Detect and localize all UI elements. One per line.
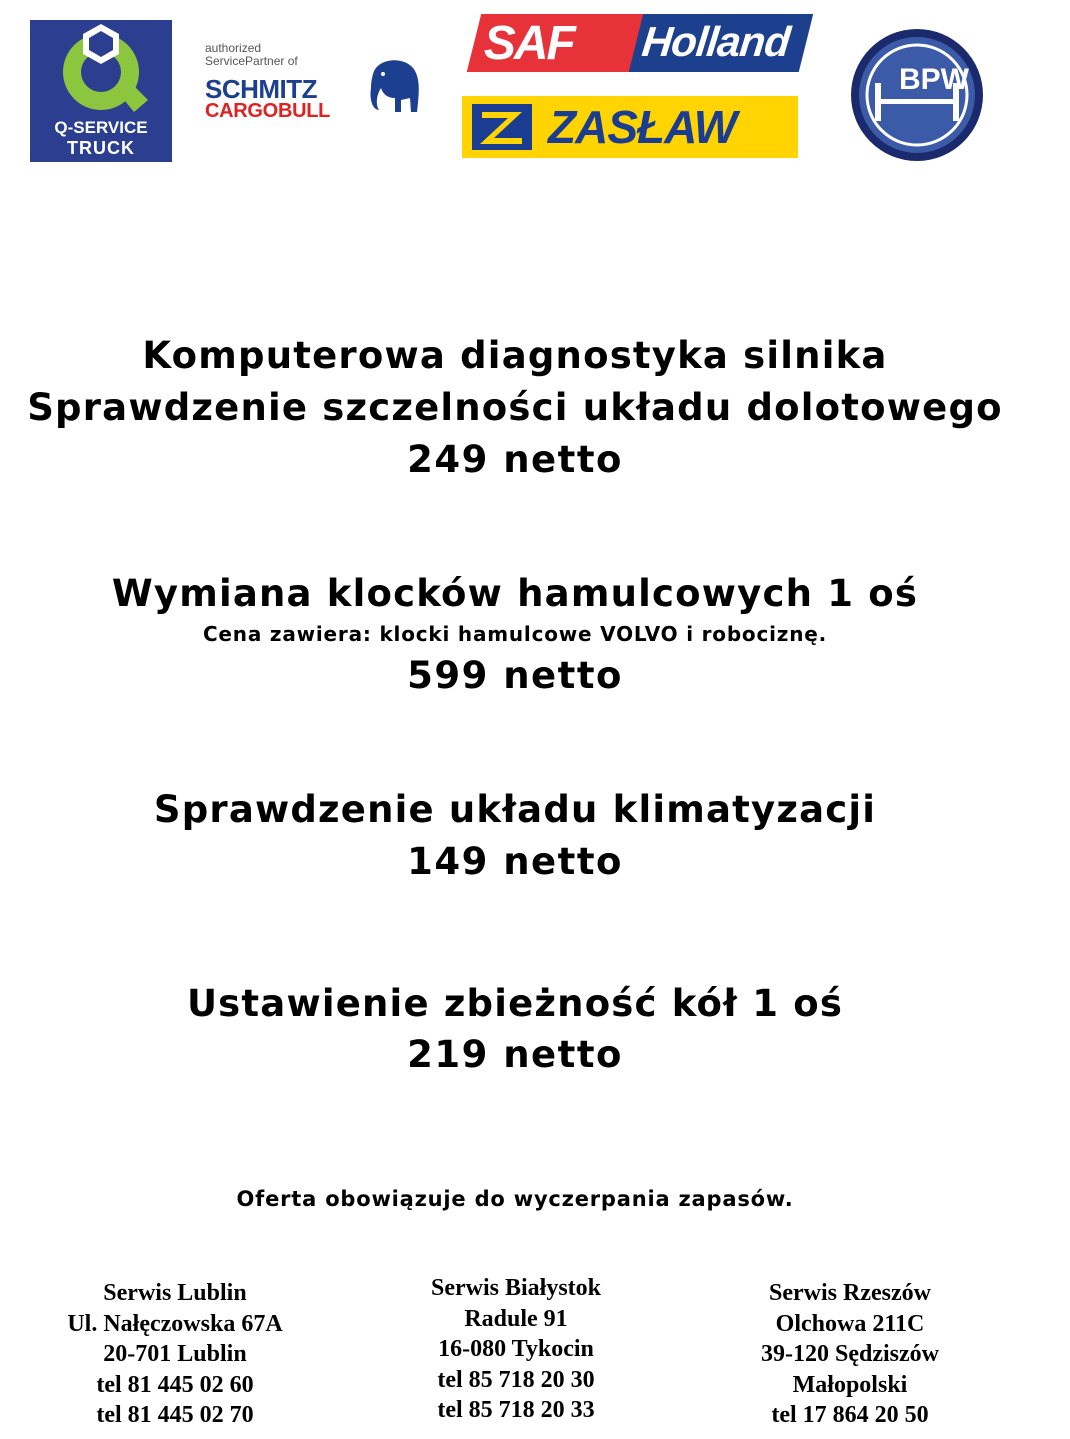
contact-rzeszow: [700, 1278, 1000, 1431]
schmitz-text: SCHMITZ: [205, 74, 318, 104]
holland-text: Holland: [639, 18, 792, 65]
offer-1-line-1: Komputerowa diagnostyka silnika: [142, 334, 888, 377]
q-service-text: Q-SERVICE: [54, 118, 148, 137]
holland-block: [629, 14, 813, 72]
offer-3-price: 149 netto: [407, 840, 623, 883]
cargobull-text: CARGOBULL: [205, 100, 331, 122]
contact-lublin: [25, 1278, 325, 1431]
contact-line: Serwis Rzeszów: [769, 1280, 931, 1306]
offer-1-line-2: Sprawdzenie szczelności układu dolotowego: [27, 386, 1003, 429]
offer-2-note: Cena zawiera: klocki hamulcowe VOLVO i robociznę.: [202, 622, 828, 646]
offer-4-line-1: Ustawienie zbieżność kół 1 oś: [186, 982, 844, 1025]
bpw-emblem-icon: [849, 27, 985, 163]
offer-4-price: 219 netto: [407, 1033, 623, 1076]
schmitz-cargobull-logo: [205, 42, 425, 132]
contact-line: Olchowa 211C: [775, 1310, 925, 1337]
zaslaw-mark-icon: [472, 104, 532, 150]
disclaimer: Oferta obowiązuje do wyczerpania zapasów.: [236, 1187, 794, 1211]
q-service-truck-logo: [30, 20, 172, 162]
saf-text: SAF: [483, 17, 574, 70]
saf-block: [467, 14, 651, 72]
contact-bialystok: [366, 1273, 666, 1426]
bpw-logo: [849, 27, 985, 163]
zaslaw-text: ZASŁAW: [548, 101, 737, 153]
truck-text: TRUCK: [67, 138, 135, 158]
contact-line: Serwis Lublin: [103, 1280, 247, 1306]
zaslaw-logo: [462, 96, 798, 158]
schmitz-authorized-text: authorized: [205, 41, 262, 55]
contact-line: Małopolski: [792, 1371, 908, 1398]
contact-line: tel 81 445 02 70: [96, 1402, 254, 1428]
contact-line: tel 85 718 20 33: [437, 1397, 595, 1423]
contact-line: 20-701 Lublin: [103, 1341, 247, 1367]
contact-line: tel 17 864 20 50: [771, 1402, 929, 1428]
contact-line: 39-120 Sędziszów: [761, 1341, 939, 1367]
contact-line: Ul. Nałęczowska 67A: [67, 1310, 283, 1337]
saf-holland-logo: [474, 14, 806, 72]
contact-line: tel 81 445 02 60: [96, 1371, 254, 1398]
offer-3-line-1: Sprawdzenie układu klimatyzacji: [153, 788, 877, 831]
q-service-emblem-icon: [30, 20, 172, 120]
schmitz-partner-text: ServicePartner of: [205, 54, 298, 68]
contact-line: 16-080 Tykocin: [438, 1336, 594, 1362]
offer-2-line-1: Wymiana klocków hamulcowych 1 oś: [111, 572, 919, 615]
offer-2-price: 599 netto: [407, 654, 623, 697]
bpw-text: BPW: [899, 63, 969, 96]
contact-line: tel 85 718 20 30: [437, 1366, 595, 1393]
elephant-icon: [363, 54, 425, 124]
offer-1-price: 249 netto: [407, 438, 623, 481]
contact-line: Serwis Białystok: [430, 1275, 601, 1301]
contact-line: Radule 91: [464, 1305, 568, 1332]
